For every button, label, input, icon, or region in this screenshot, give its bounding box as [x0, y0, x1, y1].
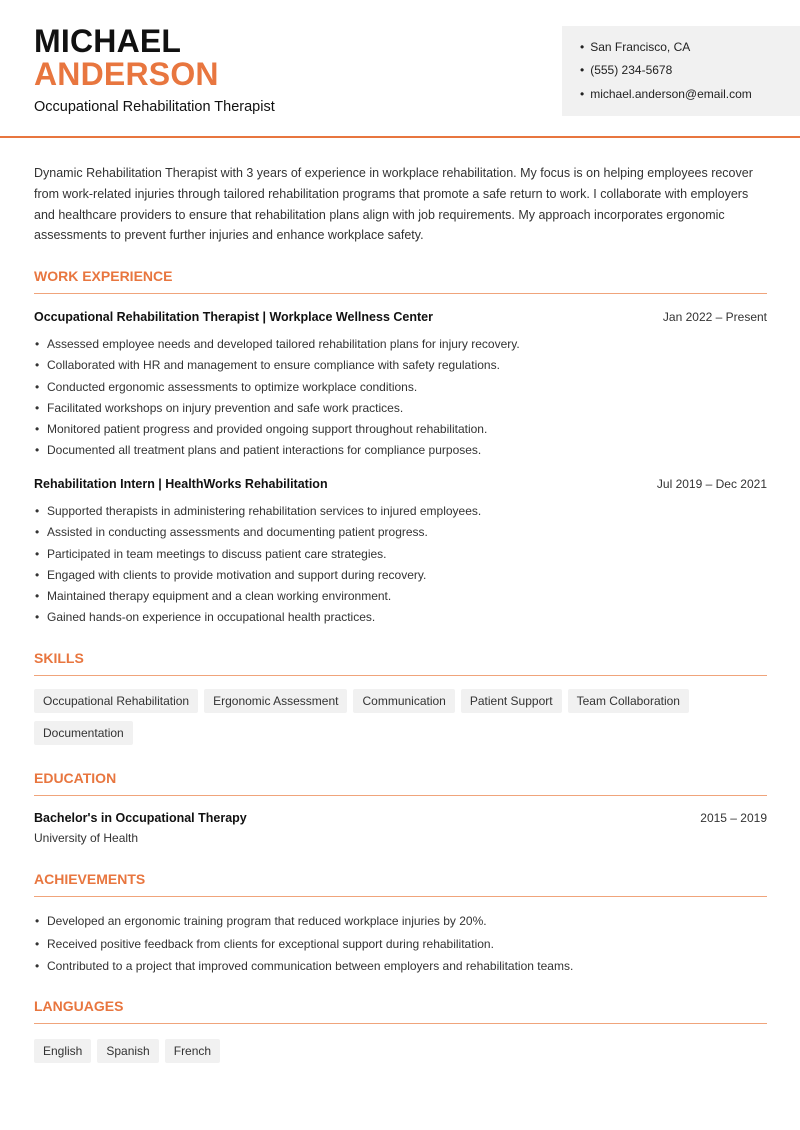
- job-dates: Jul 2019 – Dec 2021: [656, 477, 767, 491]
- language-tag: Spanish: [97, 1039, 158, 1063]
- list-item: • Monitored patient progress and provided ongoing support throughout rehabilitation.: [34, 420, 767, 441]
- list-item: • Maintained therapy equipment and a clean working environment.: [34, 587, 767, 608]
- list-item: • Collaborated with HR and management to ensure compliance with safety regulations.: [34, 356, 767, 377]
- achievements-list: [34, 912, 767, 980]
- job-bullets: [34, 335, 767, 463]
- skill-tag: Ergonomic Assessment: [204, 689, 347, 713]
- first-name: MICHAEL: [34, 23, 182, 59]
- summary-text: Dynamic Rehabilitation Therapist with 3 years of experience in workplace rehabilitation. My focus is on helping employees recover from work-related injuries through tailored rehabilitation programs that promote a safe return to work. I collaborate with employers and healthcare providers to ensure that rehabilitation plans align with job requirements. My approach incorporates ergonomic assessments to prevent further injuries and enhance workplace safety.: [34, 166, 753, 243]
- skill-tag: Team Collaboration: [568, 689, 689, 713]
- list-item: • Developed an ergonomic training program that reduced workplace injuries by 20%.: [34, 912, 767, 935]
- list-item: • Supported therapists in administering rehabilitation services to injured employees.: [34, 502, 767, 523]
- contact-location: • San Francisco, CA: [580, 40, 690, 54]
- languages-list: [34, 1039, 767, 1071]
- resume-header: [0, 0, 800, 138]
- education-dates: 2015 – 2019: [700, 811, 767, 825]
- skills-list: [34, 689, 767, 753]
- job-title: Occupational Rehabilitation Therapist: [34, 99, 275, 115]
- job-header: [34, 310, 767, 324]
- contact-phone: • (555) 234-5678: [580, 63, 672, 77]
- last-name: ANDERSON: [34, 56, 219, 92]
- job-role: Occupational Rehabilitation Therapist | Workplace Wellness Center: [34, 310, 433, 324]
- list-item: • Engaged with clients to provide motivation and support during recovery.: [34, 566, 767, 587]
- education-degree: Bachelor's in Occupational Therapy: [34, 811, 247, 825]
- list-item: • Contributed to a project that improved communication between employers and rehabilitation teams.: [34, 957, 767, 980]
- skill-tag: Documentation: [34, 721, 133, 745]
- list-item: • Assisted in conducting assessments and documenting patient progress.: [34, 523, 767, 544]
- section-title-languages: LANGUAGES: [34, 998, 767, 1024]
- list-item: • Documented all treatment plans and patient interactions for compliance purposes.: [34, 441, 767, 462]
- section-title-achievements: ACHIEVEMENTS: [34, 871, 767, 897]
- skill-tag: Occupational Rehabilitation: [34, 689, 198, 713]
- job-dates: Jan 2022 – Present: [662, 310, 767, 324]
- language-tag: English: [34, 1039, 91, 1063]
- language-tag: French: [165, 1039, 220, 1063]
- section-title-skills: SKILLS: [34, 650, 767, 676]
- section-title-education: EDUCATION: [34, 770, 767, 796]
- job-header: [34, 477, 767, 491]
- skill-tag: Patient Support: [461, 689, 562, 713]
- job-role: Rehabilitation Intern | HealthWorks Rehabilitation: [34, 477, 328, 491]
- list-item: • Assessed employee needs and developed tailored rehabilitation plans for injury recovery.: [34, 335, 767, 356]
- job-bullets: [34, 502, 767, 630]
- contact-box: [562, 26, 800, 116]
- education-school: University of Health: [34, 831, 139, 845]
- list-item: • Received positive feedback from clients for exceptional support during rehabilitation.: [34, 935, 767, 958]
- section-title-work: WORK EXPERIENCE: [34, 268, 767, 294]
- list-item: • Conducted ergonomic assessments to optimize workplace conditions.: [34, 378, 767, 399]
- list-item: • Facilitated workshops on injury prevention and safe work practices.: [34, 399, 767, 420]
- contact-email[interactable]: • michael.anderson@email.com: [580, 87, 752, 101]
- list-item: • Gained hands-on experience in occupational health practices.: [34, 608, 767, 629]
- list-item: • Participated in team meetings to discuss patient care strategies.: [34, 545, 767, 566]
- skill-tag: Communication: [353, 689, 454, 713]
